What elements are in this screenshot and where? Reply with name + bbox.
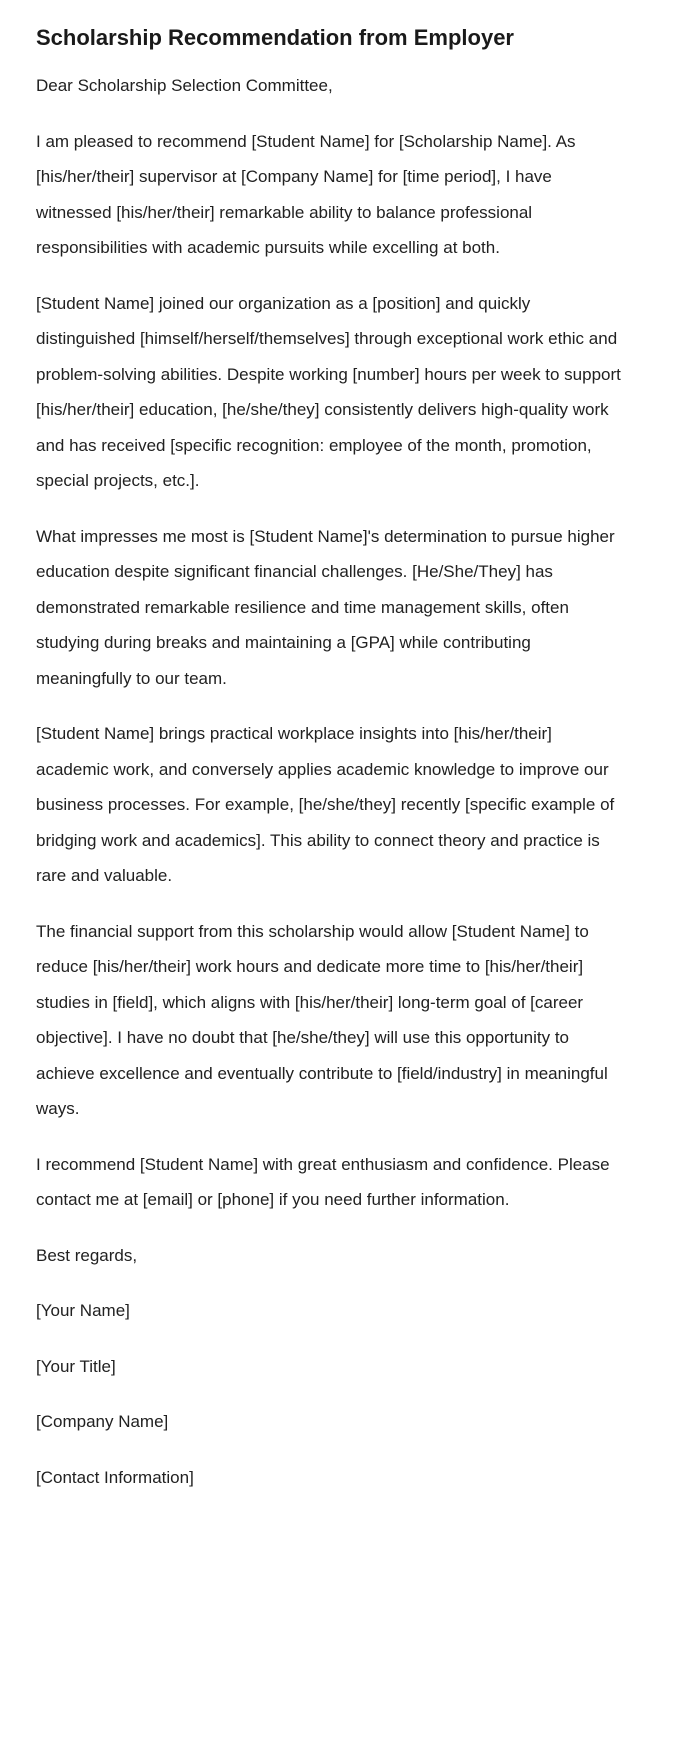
- greeting-line: Dear Scholarship Selection Committee,: [36, 76, 333, 95]
- closing-line: Best regards,: [36, 1245, 138, 1265]
- document-title: Scholarship Recommendation from Employer: [36, 25, 514, 50]
- signature-line-name: [Your Name]: [36, 1301, 130, 1320]
- body-paragraph-financial-support: The financial support from this scholarship would allow [Student Name] to reduce [his/her/their] work hours and dedicate more time to [his/her/their] studies in [field], which aligns with [his/her/their] long-term goal of [career objective]. I have no doubt that [he/she/they] will use this opportunity to achieve excellence and eventually contribute to [field/industry] in meaningful ways.: [36, 921, 608, 1118]
- signature-line-company: [Company Name]: [36, 1412, 169, 1431]
- body-paragraph-recommendation: I recommend [Student Name] with great enthusiasm and confidence. Please contact me at [email] or [phone] if you need further information.: [36, 1154, 610, 1209]
- body-paragraph-determination: What impresses me most is [Student Name]'s determination to pursue higher education despite significant financial challenges. [He/She/They] has demonstrated remarkable resilience and time management skills, often studying during breaks and maintaining a [GPA] while contributing meaningfully to our team.: [36, 526, 615, 688]
- signature-line-contact: [Contact Information]: [36, 1467, 194, 1487]
- signature-line-title: [Your Title]: [36, 1356, 116, 1376]
- body-paragraph-work-ethic: [Student Name] joined our organization as a [position] and quickly distinguished [himself/herself/themselves] through exceptional work ethic and problem-solving abilities. Despite working [number] hours per week to support [his/her/their] education, [he/she/they] consistently delivers high-quality work and has received [specific recognition: employee of the month, promotion, special projects, etc.].: [36, 293, 621, 490]
- body-paragraph-intro: I am pleased to recommend [Student Name] for [Scholarship Name]. As [his/her/their] supervisor at [Company Name] for [time period], I have witnessed [his/her/their] remarkable ability to balance professional responsibilities with academic pursuits while excelling at both.: [36, 131, 576, 257]
- body-paragraph-workplace-insights: [Student Name] brings practical workplace insights into [his/her/their] academic work, and conversely applies academic knowledge to improve our business processes. For example, [he/she/they] recently [specific example of bridging work and academics]. This ability to connect theory and practice is rare and valuable.: [36, 724, 615, 885]
